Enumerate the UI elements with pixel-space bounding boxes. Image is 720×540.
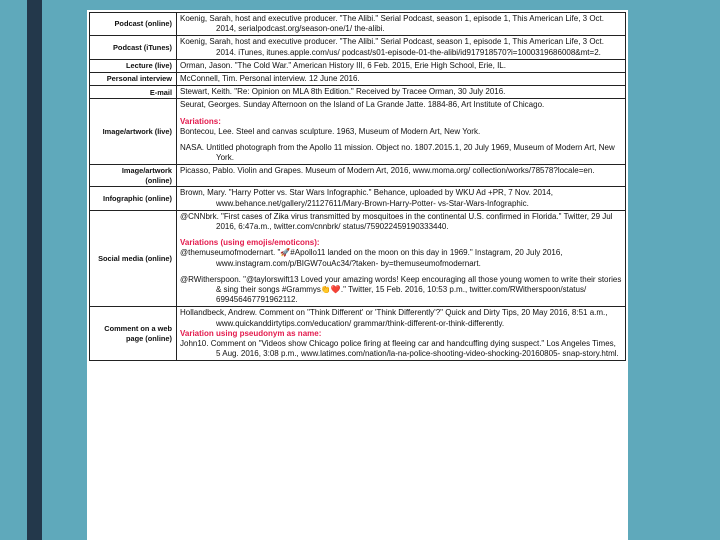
row-label: Personal interview [90,73,177,86]
table-row [90,86,626,99]
variation-heading: Variations: [180,116,221,126]
row-label: Infographic (online) [90,187,177,210]
table-row [90,99,626,165]
variation-citation: NASA. Untitled photograph from the Apollo 11 mission. Object no. 1807.2015.1, 20 July 1969, Museum of Modern Art, New York. [180,143,615,163]
table-row [90,210,626,307]
citation-text: @CNNbrk. "First cases of Zika virus transmitted by mosquitoes in the continental U.S. confirmed in Florida." Twitter, 29 Jul 2016, 6:47a.m., twitter.com/cnnbrk/ status/759022459190333440. [180,211,613,232]
citation-text: Picasso, Pablo. Violin and Grapes. Museum of Modern Art, 2016, www.moma.org/ collection/works/78578?locale=en. [180,166,595,176]
table-row [90,36,626,59]
row-label: Lecture (live) [90,59,177,72]
variation-citation: @themuseumofmodernart. "🚀#Apollo11 landed on the moon on this day in 1969." Instagram, 20 July 2016, www.instagram.com/p/BIGW7ouAc34/?taken- by=themuseumofmodernart. [180,248,563,268]
row-label: Image/artwork (online) [90,165,177,187]
table-row [90,13,626,36]
row-label: Podcast (iTunes) [90,36,177,59]
row-label: Social media (online) [90,210,177,307]
citation-text: Orman, Jason. "The Cold War." American History III, 6 Feb. 2015, Erie High School, Erie, IL. [180,60,506,70]
table-row [90,187,626,210]
variation-citation: @RWitherspoon. "@taylorswift13 Loved your amazing words! Keep encouraging all those young women to write their stories & sing their songs #Grammys👏❤️." Twitter, 15 Feb. 2016, 10:53 p.m., twitter.com/RWitherspoon/status/ 699456467791962112. [180,274,622,305]
left-accent-stripe [27,0,42,540]
citation-text: Stewart, Keith. "Re: Opinion on MLA 8th Edition." Received by Tracee Orman, 30 July 2016. [180,87,506,97]
citation-text: Hollandbeck, Andrew. Comment on "Think Different' or 'Think Differently'?" Quick and Dirty Tips, 20 May 2016, 8:51 a.m., www.quickanddirtytips.com/education/ grammar/think-different-or-think-differently. [180,308,608,328]
table-row [90,165,626,187]
row-label: Image/artwork (live) [90,99,177,165]
variation-citation: John10. Comment on "Videos show Chicago police firing at fleeing car and handcuffing dying suspect." Los Angeles Times, 5 Aug. 2016, 3:08 p.m., www.latimes.com/nation/la-na-police-shooting-video-shocking-20160805- snap-story.html. [180,339,619,359]
row-label: Comment on a web page (online) [90,307,177,361]
row-label: Podcast (online) [90,13,177,36]
citation-text: McConnell, Tim. Personal interview. 12 June 2016. [180,74,360,84]
variation-heading: Variation using pseudonym as name: [180,328,322,338]
citation-text: Koenig, Sarah, host and executive producer. "The Alibi." Serial Podcast, season 1, episode 1, This American Life, 3 Oct. 2014, serialpodcast.org/season-one/1/ the-alibi. [180,14,604,34]
table-row [90,307,626,361]
citation-text: Seurat, Georges. Sunday Afternoon on the Island of La Grande Jatte. 1884-86, Art Institute of Chicago. [180,100,545,110]
mla-citation-table [89,12,626,361]
variation-heading: Variations (using emojis/emoticons): [180,238,320,248]
table-row [90,59,626,72]
variation-citation: Bontecou, Lee. Steel and canvas sculpture. 1963, Museum of Modern Art, New York. [180,126,481,136]
row-label: E-mail [90,86,177,99]
citation-text: Brown, Mary. "Harry Potter vs. Star Wars Infographic." Behance, uploaded by WKU Ad +PR, 7 Nov. 2014, www.behance.net/gallery/21127611/Mary-Brown-Harry-Potter- vs-Star-Wars-Infographic. [180,188,554,208]
table-row [90,73,626,86]
citation-text: Koenig, Sarah, host and executive producer. "The Alibi." Serial Podcast, season 1, episode 1, This American Life, 3 Oct. 2014. iTunes, itunes.apple.com/us/ podcast/s01-episode-01-the-alibi/id917918570?i=1000319686008&mt=2. [180,37,604,57]
citation-table-sheet [87,10,628,540]
